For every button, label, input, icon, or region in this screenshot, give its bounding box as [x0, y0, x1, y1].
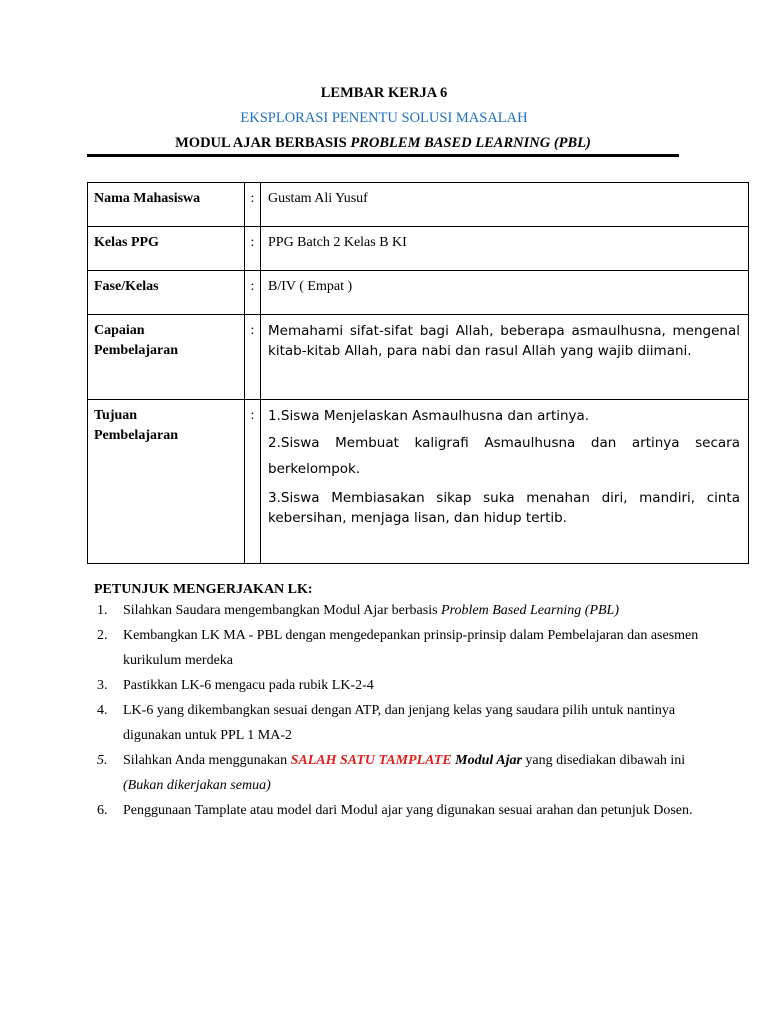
item-text: Silahkan Anda menggunakan [123, 753, 291, 768]
item-text: Penggunaan Tamplate atau model dari Modul ajar yang digunakan sesuai arahan dan petunjuk Dosen. [123, 803, 693, 818]
row-colon: : [245, 315, 261, 400]
objective-item: 1.Siswa Menjelaskan Asmaulhusna dan artinya. [268, 408, 590, 424]
module-heading [0, 135, 766, 152]
list-item [94, 748, 714, 798]
row-value: B/IV ( Empat ) [261, 271, 749, 315]
item-text: yang disediakan dibawah ini [521, 753, 686, 768]
row-label: Capaian Pembelajaran [88, 315, 245, 400]
list-number: 4. [97, 703, 108, 718]
item-text: Pastikkan LK-6 mengacu pada rubik LK-2-4 [123, 678, 374, 693]
table-row [88, 315, 749, 400]
module-heading-prefix: MODUL AJAR BERBASIS [175, 135, 351, 151]
row-value: Memahami sifat-sifat bagi Allah, beberapa asmaulhusna, mengenal kitab-kitab Allah, para nabi dan rasul Allah yang wajib diimani. [261, 315, 749, 400]
student-info-table [87, 182, 749, 564]
list-item [94, 598, 714, 623]
item-italic: Problem Based Learning (PBL) [441, 603, 620, 618]
row-colon: : [245, 183, 261, 227]
worksheet-title: LEMBAR KERJA 6 [320, 85, 448, 101]
row-colon: : [245, 271, 261, 315]
list-number: 3. [97, 678, 108, 693]
table-row [88, 271, 749, 315]
module-heading-italic: PROBLEM BASED LEARNING (PBL) [350, 135, 591, 151]
list-number: 1. [97, 603, 108, 618]
row-colon: : [245, 400, 261, 564]
item-bold-italic: Modul Ajar [451, 753, 522, 768]
list-item [94, 623, 714, 673]
item-italic: (Bukan dikerjakan semua) [123, 778, 271, 793]
item-text: Silahkan Saudara mengembangkan Modul Ajar berbasis [123, 603, 442, 618]
objective-item: 2.Siswa Membuat kaligrafi Asmaulhusna dan artinya secara berkelompok. [268, 435, 740, 477]
worksheet-subtitle: EKSPLORASI PENENTU SOLUSI MASALAH [240, 110, 528, 126]
instructions-list [94, 598, 714, 823]
list-number: 6. [97, 803, 108, 818]
row-value [261, 400, 749, 564]
row-value: Gustam Ali Yusuf [261, 183, 749, 227]
row-label: Nama Mahasiswa [88, 183, 245, 227]
item-text: LK-6 yang dikembangkan sesuai dengan ATP, dan jenjang kelas yang saudara pilih untuk nantinya digunakan untuk PPL 1 MA-2 [123, 703, 676, 743]
table-row [88, 183, 749, 227]
table-row [88, 227, 749, 271]
list-number: 2. [97, 628, 108, 643]
list-item [94, 673, 714, 698]
table-row [88, 400, 749, 564]
row-label: Fase/Kelas [88, 271, 245, 315]
instructions-title: PETUNJUK MENGERJAKAN LK: [94, 582, 313, 597]
row-colon: : [245, 227, 261, 271]
heading-divider [87, 154, 679, 157]
item-text: Kembangkan LK MA - PBL dengan mengedepankan prinsip-prinsip dalam Pembelajaran dan asesmen kurikulum merdeka [123, 628, 699, 668]
row-value: PPG Batch 2 Kelas B KI [261, 227, 749, 271]
objective-item: 3.Siswa Membiasakan sikap suka menahan diri, mandiri, cinta kebersihan, menjaga lisan, dan hidup tertib. [268, 490, 740, 526]
list-item [94, 798, 714, 823]
row-label: Kelas PPG [88, 227, 245, 271]
list-item [94, 698, 714, 748]
template-highlight: SALAH SATU TAMPLATE [290, 753, 452, 768]
row-label: Tujuan Pembelajaran [88, 400, 245, 564]
list-number: 5. [97, 753, 108, 768]
